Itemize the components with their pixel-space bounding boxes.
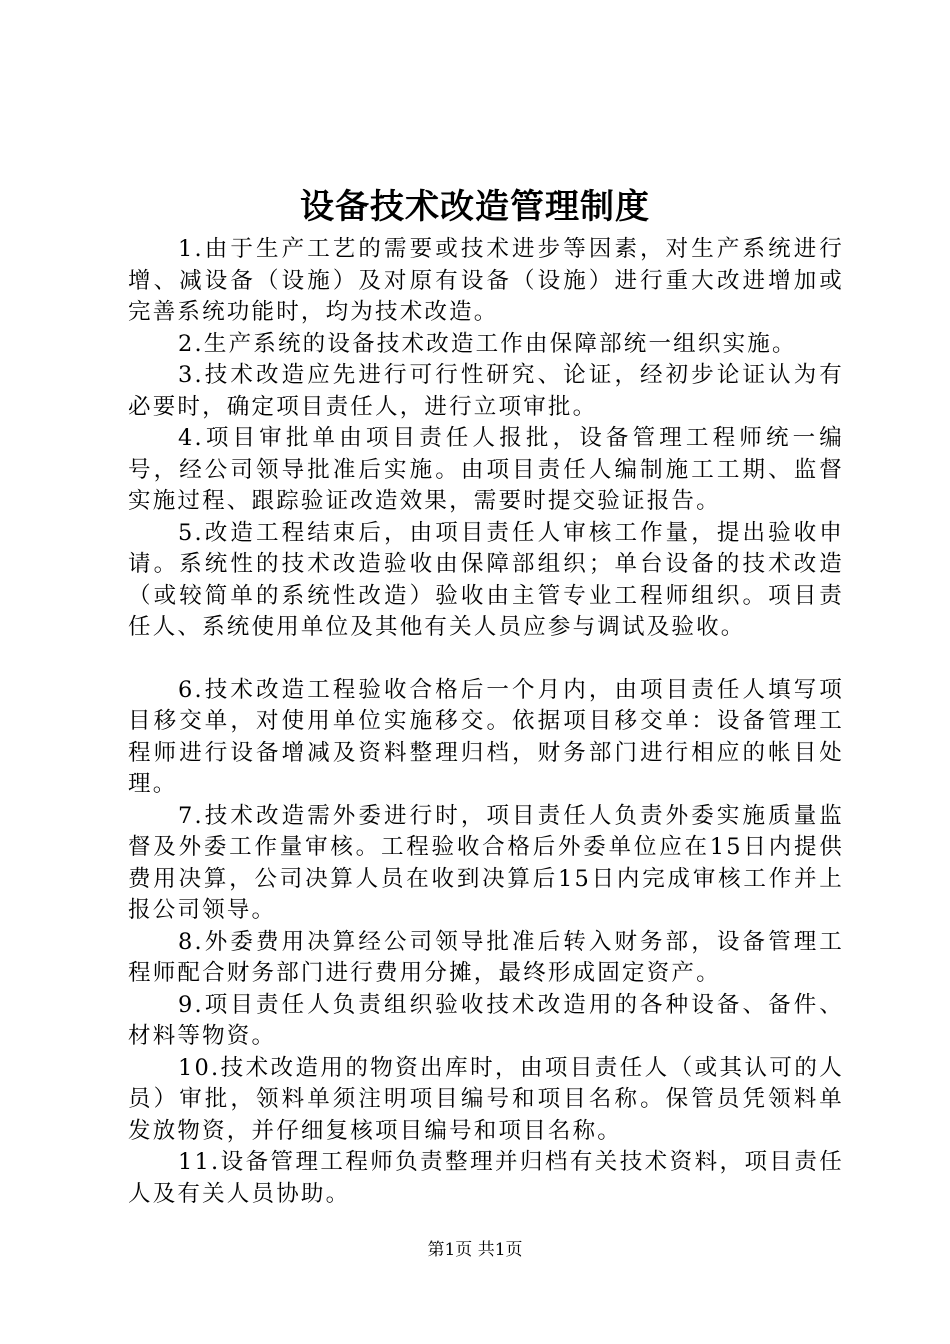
paragraph-4: 4.项目审批单由项目责任人报批，设备管理工程师统一编号，经公司领导批准后实施。由项目责任人编制施工工期、监督实施过程、跟踪验证改造效果，需要时提交验证报告。 [128, 425, 844, 514]
paragraph-3: 3.技术改造应先进行可行性研究、论证，经初步论证认为有必要时，确定项目责任人，进行立项审批。 [128, 362, 844, 420]
paragraph-10: 10.技术改造用的物资出库时，由项目责任人（或其认可的人员）审批，领料单须注明项目编号和项目名称。保管员凭领料单发放物资，并仔细复核项目编号和项目名称。 [128, 1054, 844, 1144]
paragraph-2: 2.生产系统的设备技术改造工作由保障部统一组织实施。 [178, 330, 797, 357]
paragraph-11: 11.设备管理工程师负责整理并归档有关技术资料，项目责任人及有关人员协助。 [128, 1149, 844, 1207]
paragraph-9: 9.项目责任人负责组织验收技术改造用的各种设备、备件、材料等物资。 [128, 991, 844, 1049]
document-body [128, 234, 844, 1210]
page-number-footer: 第1页 共1页 [427, 1240, 523, 1260]
paragraph-1: 1.由于生产工艺的需要或技术进步等因素，对生产系统进行增、减设备（设施）及对原有设备（设施）进行重大改进增加或完善系统功能时，均为技术改造。 [128, 236, 844, 325]
paragraph-7: 7.技术改造需外委进行时，项目责任人负责外委实施质量监督及外委工作量审核。工程验收合格后外委单位应在15日内提供费用决算，公司决算人员在收到决算后15日内完成审核工作并上报公司领导。 [128, 802, 844, 923]
document-title: 设备技术改造管理制度 [300, 187, 650, 227]
paragraph-8: 8.外委费用决算经公司领导批准后转入财务部，设备管理工程师配合财务部门进行费用分摊，最终形成固定资产。 [128, 928, 844, 986]
paragraph-5: 5.改造工程结束后，由项目责任人审核工作量，提出验收申请。系统性的技术改造验收由保障部组织；单台设备的技术改造（或较简单的系统性改造）验收由主管专业工程师组织。项目责任人、系统使用单位及其他有关人员应参与调试及验收。 [128, 519, 844, 640]
paragraph-6: 6.技术改造工程验收合格后一个月内，由项目责任人填写项目移交单，对使用单位实施移交。依据项目移交单：设备管理工程师进行设备增减及资料整理归档，财务部门进行相应的帐目处理。 [128, 676, 844, 797]
